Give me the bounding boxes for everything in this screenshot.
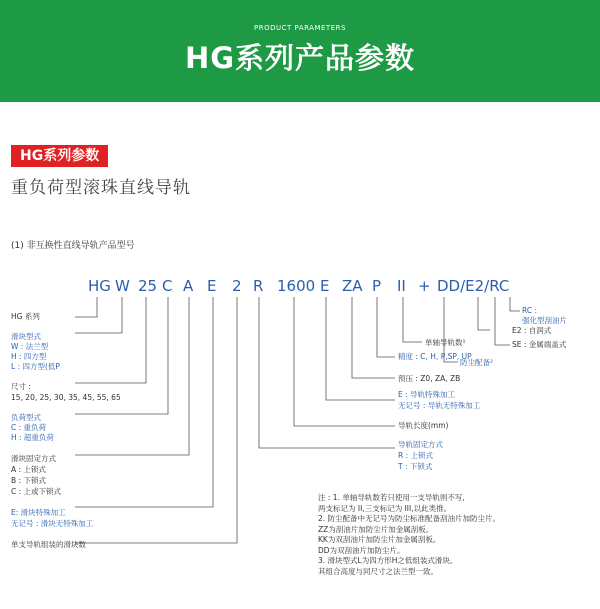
rc-desc: 强化型刮油片 [522, 316, 567, 325]
banner-title: HG系列产品参数 [184, 41, 416, 75]
block-type-title: 滑块型式 [11, 332, 41, 341]
rail-fix-t: T : 下锁式 [398, 462, 433, 471]
block-count-label: 单支导轨组装的滑块数 [11, 540, 86, 549]
rail-fix-r: R : 上锁式 [398, 451, 434, 460]
series-label: HG 系列 [11, 312, 40, 321]
series-tag: HG系列参数 [11, 145, 108, 167]
block-type-l: L : 四方型(低P [11, 362, 60, 371]
code-load: C [162, 277, 173, 295]
code-plus: + [418, 277, 431, 295]
size-values: 15, 20, 25, 30, 35, 45, 55, 65 [11, 393, 121, 402]
notes-block [318, 493, 500, 577]
precision-label: 精度 : C, H, P,SP, UP [398, 352, 472, 361]
block-type-h: H : 四方型 [11, 352, 47, 361]
code-length: 1600 [277, 277, 316, 295]
load-title: 负荷型式 [11, 413, 41, 422]
code-mount: A [183, 277, 194, 295]
rail-special-e: E : 导轨特殊加工 [398, 390, 456, 399]
rail-special-none: 无记号 : 导轨无特殊加工 [398, 401, 481, 410]
note-line: ZZ为刮油片加防尘片加金属刮板。 [318, 524, 434, 534]
axis-label: 单轴导轨数¹ [425, 338, 466, 347]
code-preload: ZA [342, 277, 363, 295]
code-block-count: 2 [232, 277, 242, 295]
note-line: KK为双刮油片加防尘片加金属刮板。 [318, 535, 441, 544]
note-line: 注 : 1. 单轴导轨数若只使用一支导轨则不写, [318, 493, 465, 502]
note-line: 两支标记为 II,三支标记为 III,以此类推。 [318, 503, 452, 513]
mount-a: A : 上锁式 [11, 465, 46, 474]
mount-title: 滑块固定方式 [11, 454, 56, 463]
code-precision: P [372, 277, 382, 295]
length-label: 导轨长度(mm) [398, 421, 449, 430]
e2-label: E2 : 自润式 [512, 326, 552, 335]
mount-b: B : 下锁式 [11, 476, 46, 485]
code-series: HG [88, 277, 111, 295]
preload-label: 预压 : Z0, ZA, ZB [398, 374, 461, 383]
load-h: H : 超重负荷 [11, 433, 54, 442]
note-line: 3. 滑块型式L为四方形H之低组装式滑块, [318, 556, 453, 565]
block-special-e: E: 滑块特殊加工 [11, 508, 66, 517]
code-axis: II [397, 277, 406, 295]
size-title: 尺寸 : [11, 382, 31, 391]
block-type-w: W : 法兰型 [11, 342, 49, 351]
section-title: (1) 非互换性直线导轨产品型号 [11, 241, 135, 251]
se-label: SE : 金属端盖式 [512, 340, 567, 349]
banner-subtitle: PRODUCT PARAMETERS [254, 24, 346, 32]
mount-c: C : 上或下锁式 [11, 487, 62, 496]
code-dust: DD/E2/RC [437, 277, 510, 295]
note-line: DD为双刮油片加防尘片。 [318, 545, 405, 555]
note-line: 其组合高度与同尺寸之法兰型一致。 [318, 566, 438, 576]
page-headline: 重负荷型滚珠直线导轨 [11, 178, 191, 198]
rail-fix-title: 导轨固定方式 [398, 440, 443, 449]
block-special-none: 无记号 : 滑块无特殊加工 [11, 519, 94, 528]
code-size: 25 [138, 277, 158, 295]
code-rail-special: E [320, 277, 330, 295]
rc-label: RC : [522, 306, 537, 315]
dust-label: 防尘配备² [460, 358, 494, 367]
load-c: C : 重负荷 [11, 423, 47, 432]
code-block-type: W [115, 277, 130, 295]
note-line: 2. 防尘配备中无记号为防尘标准配备刮油片加防尘片。 [318, 514, 501, 523]
code-block-special: E [207, 277, 217, 295]
code-rail-fix: R [253, 277, 264, 295]
